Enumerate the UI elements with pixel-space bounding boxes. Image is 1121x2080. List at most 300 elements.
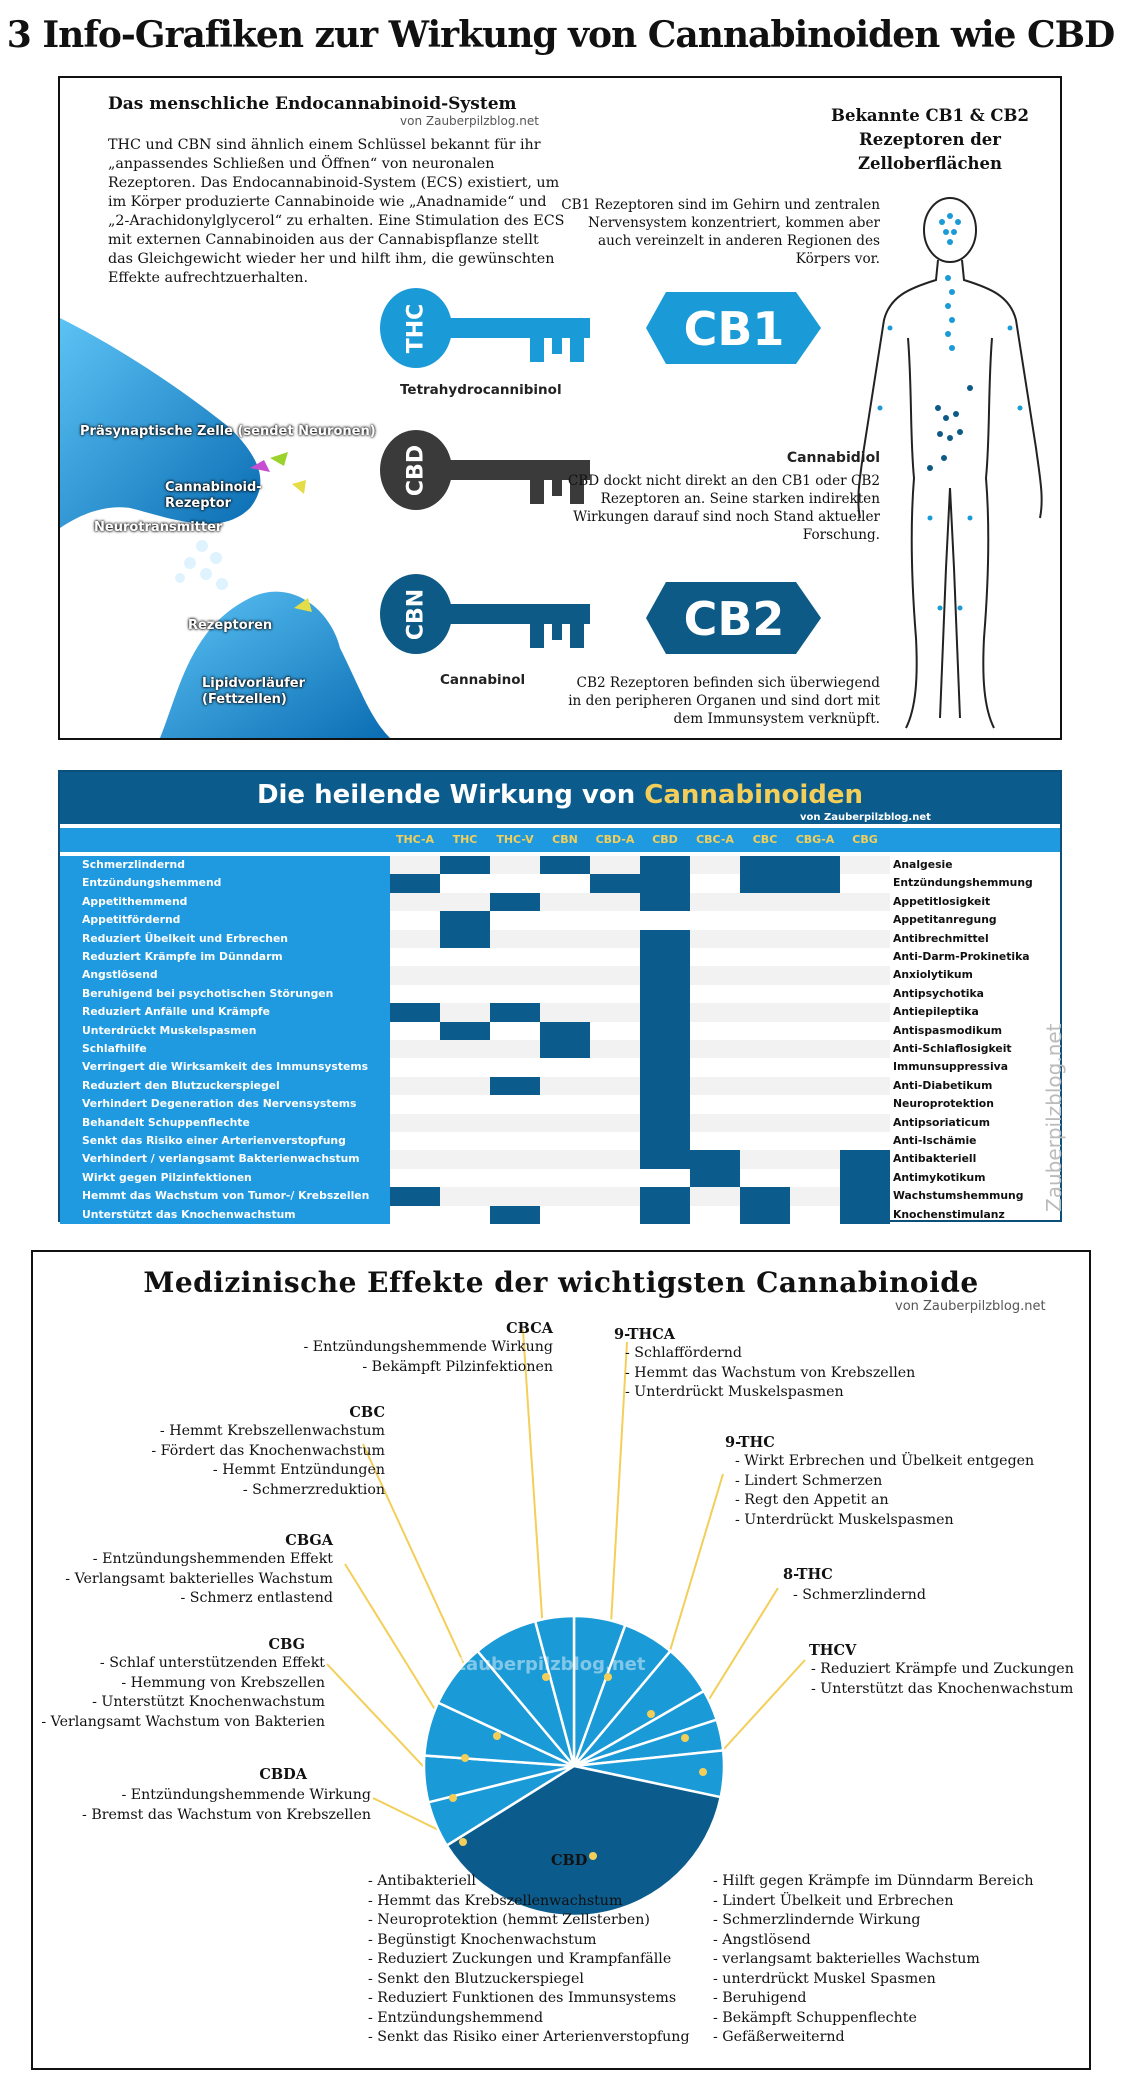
cbd-effects-left: [368, 1872, 690, 2048]
effect-cell: [690, 911, 740, 930]
effect-cell: [690, 1040, 740, 1059]
effect-cell: [490, 1114, 540, 1133]
effect-cell: [540, 874, 590, 893]
9-thca-effect-3: - Unterdrückt Muskelspasmen: [625, 1384, 844, 1400]
pie-watermark: Zauberpilzblog.net: [453, 1654, 646, 1675]
effect-cell-active: [440, 930, 490, 949]
effect-label: Angstlösend: [60, 966, 390, 985]
cbg-effect-3: - Unterstützt Knochenwachstum: [92, 1694, 325, 1710]
effect-cell: [740, 1003, 790, 1022]
effect-label: Reduziert Anfälle und Krämpfe: [60, 1003, 390, 1022]
effect-cell-active: [740, 856, 790, 875]
effect-cell: [740, 1150, 790, 1169]
effect-cell: [740, 1095, 790, 1114]
cbd-effect-l5: - Reduziert Zuckungen und Krampfanfälle: [368, 1951, 672, 1967]
effect-cell-active: [490, 1206, 540, 1225]
effect-cell: [790, 1187, 840, 1206]
effect-cell-active: [640, 1040, 690, 1059]
cbd-effect-r1: - Hilft gegen Krämpfe im Dünndarm Bereich: [713, 1873, 1034, 1889]
effect-cell: [590, 948, 640, 967]
column-header-cbc: CBC: [752, 833, 778, 846]
cbd-effect-r9: - Gefäßerweiternd: [713, 2029, 845, 2045]
cbda-effect-2: - Bremst das Wachstum von Krebszellen: [82, 1806, 371, 1823]
effect-cell: [390, 893, 440, 912]
effect-cell: [640, 1169, 690, 1188]
effect-term: Appetitanregung: [893, 913, 997, 927]
effect-cell-active: [640, 856, 690, 875]
effect-label: Reduziert Krämpfe im Dünndarm: [60, 948, 390, 967]
effect-cell: [390, 856, 440, 875]
effect-cell: [840, 911, 890, 930]
effect-cell: [790, 1058, 840, 1077]
receptors-title: Bekannte CB1 & CB2 Rezeptoren der Zelloberflächen: [831, 106, 1029, 173]
effect-cell: [790, 1095, 840, 1114]
effect-cell: [690, 1206, 740, 1225]
cbd-effect-l2: - Hemmt das Krebszellenwachstum: [368, 1892, 623, 1909]
effect-label: Appetitfördernd: [60, 911, 390, 930]
cbn-name: Cannabinol: [440, 672, 526, 688]
effect-cell: [440, 1058, 490, 1077]
cbd-key-label: CBD: [403, 444, 429, 497]
effect-cell: [840, 930, 890, 949]
effect-cell-active: [640, 874, 690, 893]
cb1-description: CB1 Rezeptoren sind im Gehirn und zentralen Nervensystem konzentriert, kommen aber auch vereinzelt in anderen Regionen des Körpers vor.: [561, 197, 880, 267]
column-header-cbd: CBD: [652, 833, 678, 846]
effect-cell: [490, 966, 540, 985]
effect-term: Antiepileptika: [893, 1005, 979, 1019]
effect-cell: [540, 948, 590, 967]
effect-cell: [840, 856, 890, 875]
effect-term: Anti-Darm-Prokinetika: [893, 950, 1030, 963]
effect-cell: [690, 874, 740, 893]
effect-cell: [440, 893, 490, 912]
effect-cell-active: [540, 1040, 590, 1059]
effect-cell: [590, 1206, 640, 1225]
effect-cell: [390, 1150, 440, 1169]
effect-cell-active: [490, 1077, 540, 1096]
effect-cell: [740, 911, 790, 930]
effect-cell: [840, 893, 890, 912]
cbca-effects: [233, 1338, 553, 1377]
effect-cell: [540, 1169, 590, 1188]
effect-cell: [690, 930, 740, 949]
effect-cell-active: [390, 1187, 440, 1206]
effect-cell: [740, 1169, 790, 1188]
8-thc-effects: [793, 1586, 926, 1606]
effect-cell: [790, 966, 840, 985]
effect-cell-active: [640, 1150, 690, 1169]
effect-cell: [790, 1022, 840, 1041]
effect-cell-active: [790, 856, 840, 875]
effect-cell: [390, 1206, 440, 1225]
cbca-effect-2: - Bekämpft Pilzinfektionen: [362, 1358, 553, 1375]
ecs-source: von Zauberpilzblog.net: [400, 114, 539, 128]
effect-label: Appetithemmend: [60, 893, 390, 912]
cbd-effect-r7: - Beruhigend: [713, 1990, 807, 2006]
effect-cell: [790, 911, 840, 930]
cbd-effect-r3: - Schmerzlindernde Wirkung: [713, 1912, 921, 1928]
effect-cell: [590, 1095, 640, 1114]
effect-cell: [540, 1058, 590, 1077]
effect-cell: [390, 911, 440, 930]
9-thc-name: 9-THC: [725, 1434, 775, 1451]
effect-cell: [690, 1132, 740, 1151]
effect-cell: [540, 985, 590, 1004]
effect-cell: [490, 948, 540, 967]
effect-term: Immunsuppressiva: [893, 1060, 1008, 1074]
effect-label: Unterstützt das Knochenwachstum: [60, 1206, 390, 1225]
endocannabinoid-panel: [58, 76, 1062, 740]
effect-cell: [390, 1095, 440, 1114]
effect-cell-active: [640, 948, 690, 967]
effect-cell: [840, 966, 890, 985]
effect-label: Verhindert Degeneration des Nervensystems: [60, 1095, 390, 1114]
cb1-receptor: CB1: [683, 302, 785, 356]
column-header-cbn: CBN: [552, 833, 578, 846]
effect-cell: [590, 985, 640, 1004]
thc-key-label: THC: [403, 303, 429, 354]
cbd-effect-r6: - unterdrückt Muskel Spasmen: [713, 1970, 936, 1987]
cbd-effect-r8: - Bekämpft Schuppenflechte: [713, 2009, 917, 2026]
effect-term: Antibrechmittel: [893, 931, 989, 945]
9-thc-effect-2: - Lindert Schmerzen: [735, 1472, 883, 1489]
effect-label: Reduziert den Blutzuckerspiegel: [60, 1077, 390, 1096]
column-header-cbc-a: CBC-A: [696, 833, 734, 846]
effect-cell: [690, 1114, 740, 1133]
effect-cell: [540, 1095, 590, 1114]
cbc-name: CBC: [349, 1404, 385, 1421]
slice-marker-dot: [589, 1852, 597, 1860]
cbda-effects: [33, 1786, 371, 1825]
effect-cell: [790, 1114, 840, 1133]
effect-cell: [440, 1187, 490, 1206]
effect-cell: [440, 1132, 490, 1151]
effect-label: Senkt das Risiko einer Arterienverstopfung: [60, 1132, 390, 1151]
effect-cell: [690, 1187, 740, 1206]
effect-cell: [790, 893, 840, 912]
cbd-effect-r4: - Angstlösend: [713, 1931, 811, 1948]
table-title-part1: Die heilende Wirkung von: [256, 780, 645, 810]
effect-cell: [690, 1058, 740, 1077]
column-header-thc: THC: [452, 833, 478, 846]
effect-cell-active: [640, 966, 690, 985]
effect-label: Behandelt Schuppenflechte: [60, 1114, 390, 1133]
cbd-effect-l4: - Begünstigt Knochenwachstum: [368, 1931, 597, 1948]
effect-cell: [390, 1114, 440, 1133]
effect-cell: [390, 1040, 440, 1059]
effect-cell: [740, 966, 790, 985]
thc-name: Tetrahydrocannibinol: [400, 382, 562, 398]
cbga-effect-1: - Entzündungshemmenden Effekt: [92, 1551, 333, 1567]
effect-term: Neuroprotektion: [893, 1097, 994, 1111]
9-thc-effect-1: - Wirkt Erbrechen und Übelkeit entgegen: [735, 1453, 1035, 1469]
effect-cell: [440, 874, 490, 893]
effect-cell-active: [440, 1022, 490, 1041]
effect-cell: [490, 1040, 540, 1059]
effect-cell: [690, 1003, 740, 1022]
effect-cell: [440, 1077, 490, 1096]
effect-label: Unterdrückt Muskelspasmen: [60, 1022, 390, 1041]
effect-cell: [390, 1169, 440, 1188]
cbda-effect-1: - Entzündungshemmende Wirkung: [121, 1787, 371, 1803]
effect-term: Knochenstimulanz: [893, 1207, 1005, 1221]
slice-marker-dot: [647, 1710, 655, 1718]
effect-cell: [590, 856, 640, 875]
effect-label: Verringert die Wirksamkeit des Immunsystems: [60, 1058, 390, 1077]
effect-cell: [490, 1095, 540, 1114]
effect-cell-active: [490, 893, 540, 912]
9-thc-effect-3: - Regt den Appetit an: [735, 1492, 889, 1508]
effect-cell: [840, 1003, 890, 1022]
effect-cell: [790, 1077, 840, 1096]
column-header-cbg-a: CBG-A: [795, 833, 835, 846]
effect-cell-active: [490, 1003, 540, 1022]
effect-cell: [540, 1187, 590, 1206]
effect-cell: [690, 1095, 740, 1114]
effect-cell: [590, 1169, 640, 1188]
effect-cell: [440, 1095, 490, 1114]
effect-cell: [590, 1132, 640, 1151]
effect-term: Analgesie: [893, 858, 953, 871]
ecs-title: Das menschliche Endocannabinoid-System: [108, 94, 517, 114]
effect-cell: [690, 1022, 740, 1041]
effect-cell: [540, 1150, 590, 1169]
effect-cell: [440, 966, 490, 985]
effect-cell: [790, 1169, 840, 1188]
effect-cell-active: [840, 1150, 890, 1169]
effect-cell-active: [440, 856, 490, 875]
effect-label: Verhindert / verlangsamt Bakterienwachstum: [60, 1150, 390, 1169]
effect-cell-active: [440, 911, 490, 930]
effect-cell: [590, 966, 640, 985]
medical-effects-panel: [31, 1250, 1091, 2070]
human-body-icon: [850, 188, 1050, 738]
effect-cell: [490, 1058, 540, 1077]
effect-cell: [390, 948, 440, 967]
effect-cell-active: [740, 874, 790, 893]
effect-cell: [840, 985, 890, 1004]
cbc-effect-4: - Schmerzreduktion: [242, 1481, 385, 1498]
effect-cell: [540, 893, 590, 912]
effect-cell: [590, 1022, 640, 1041]
effect-cell: [440, 1150, 490, 1169]
effect-cell: [740, 930, 790, 949]
thcv-effect-1: - Reduziert Krämpfe und Zuckungen: [811, 1661, 1074, 1677]
effect-cell-active: [640, 1187, 690, 1206]
effect-cell: [740, 1114, 790, 1133]
effect-cell: [840, 1132, 890, 1151]
8-thc-name: 8-THC: [783, 1566, 833, 1583]
effect-cell: [690, 1077, 740, 1096]
effect-cell: [390, 930, 440, 949]
pie-title: Medizinische Effekte der wichtigsten Cannabinoide: [143, 1266, 979, 1299]
ecs-description: THC und CBN sind ähnlich einem Schlüssel bekannt für ihr „anpassendes Schließen und Öffnen“ von neuronalen Rezeptoren. Das Endocannabinoid-System (ECS) existiert, um im Körper produzierte Cannabinoide wie „Anadnamide“ und „2-Arachidonylglycerol“ zu erhalten. Eine Stimulation des ECS mit externen Cannabinoiden aus der Cannabispflanze stellt das Gleichgewicht wieder her und hilft ihm, die gewünschten Effekte aufrechtzuerhalten.: [108, 137, 565, 286]
cbd-effects-right: [713, 1872, 1034, 2048]
cbc-effect-3: - Hemmt Entzündungen: [212, 1462, 385, 1478]
effect-cell-active: [540, 1022, 590, 1041]
effect-term: Appetitlosigkeit: [893, 894, 991, 908]
effect-cell-active: [590, 874, 640, 893]
effect-cell: [590, 893, 640, 912]
healing-effects-panel: [58, 770, 1066, 1222]
effect-cell: [390, 1058, 440, 1077]
table-source: von Zauberpilzblog.net: [800, 812, 931, 823]
effect-cell: [790, 1040, 840, 1059]
effect-cell: [440, 1003, 490, 1022]
effect-cell-active: [640, 1058, 690, 1077]
slice-marker-dot: [699, 1768, 707, 1776]
effect-cell-active: [640, 1206, 690, 1225]
effect-cell: [740, 1132, 790, 1151]
effect-cell-active: [840, 1206, 890, 1225]
effect-cell: [840, 1114, 890, 1133]
effect-cell: [540, 911, 590, 930]
cbga-effects: [43, 1550, 333, 1609]
cbc-effect-1: - Hemmt Krebszellenwachstum: [159, 1423, 385, 1439]
effect-cell-active: [690, 1169, 740, 1188]
effect-cell: [490, 856, 540, 875]
9-thc-effects: [735, 1452, 1034, 1530]
effect-cell-active: [640, 1132, 690, 1151]
effect-cell: [540, 1003, 590, 1022]
effect-cell: [390, 1022, 440, 1041]
effect-term: Anti-Schlaflosigkeit: [893, 1042, 1012, 1055]
effect-cell: [790, 1150, 840, 1169]
effect-cell: [440, 1206, 490, 1225]
label-neurotransmitter: Neurotransmitter: [94, 520, 223, 535]
effect-cell: [590, 1150, 640, 1169]
effect-cell: [840, 1058, 890, 1077]
effect-cell: [490, 1132, 540, 1151]
effect-cell: [590, 1003, 640, 1022]
cbg-effect-2: - Hemmung von Krebszellen: [121, 1674, 325, 1691]
cbg-name: CBG: [268, 1636, 305, 1653]
9-thca-name: 9-THCA: [614, 1326, 675, 1343]
effect-cell-active: [640, 1003, 690, 1022]
effect-cell: [590, 1114, 640, 1133]
effect-label: Reduziert Übelkeit und Erbrechen: [60, 930, 390, 949]
9-thca-effects: [625, 1344, 915, 1403]
effect-cell-active: [640, 985, 690, 1004]
cbga-name: CBGA: [285, 1532, 333, 1549]
effect-term: Entzündungshemmung: [893, 876, 1033, 890]
effect-cell-active: [390, 1003, 440, 1022]
9-thca-effect-2: - Hemmt das Wachstum von Krebszellen: [625, 1364, 916, 1381]
slice-marker-dot: [461, 1754, 469, 1762]
cbd-effect-l6: - Senkt den Blutzuckerspiegel: [368, 1970, 584, 1987]
effect-cell-active: [640, 893, 690, 912]
effect-cell-active: [740, 1187, 790, 1206]
cb2-description: CB2 Rezeptoren befinden sich überwiegend in den peripheren Organen und sind dort mit dem Immunsystem verknüpft.: [568, 675, 880, 727]
8-thc-effect-1: - Schmerzlindernd: [793, 1587, 926, 1603]
cbd-effect-r2: - Lindert Übelkeit und Erbrechen: [713, 1892, 954, 1909]
table-title-highlight: Cannabinoiden: [644, 780, 864, 810]
cbd-name-pie: CBD: [551, 1852, 588, 1869]
effect-label: Hemmt das Wachstum von Tumor-/ Krebszellen: [60, 1187, 390, 1206]
effect-term: Anti-Ischämie: [893, 1134, 977, 1147]
cbd-effect-l9: - Senkt das Risiko einer Arterienverstopfung: [368, 2029, 690, 2045]
effect-label: Wirkt gegen Pilzinfektionen: [60, 1169, 390, 1188]
effect-cell-active: [640, 1022, 690, 1041]
effect-cell: [690, 893, 740, 912]
cbca-effect-1: - Entzündungshemmende Wirkung: [303, 1339, 553, 1355]
effect-cell: [490, 911, 540, 930]
slice-marker-dot: [681, 1734, 689, 1742]
column-header-cbd-a: CBD-A: [595, 833, 635, 846]
cbd-effect-l8: - Entzündungshemmend: [368, 2009, 544, 2026]
effect-cell: [440, 1169, 490, 1188]
cbg-effects: [33, 1654, 325, 1732]
thcv-effects: [811, 1660, 1074, 1699]
9-thc-effect-4: - Unterdrückt Muskelspasmen: [735, 1511, 954, 1528]
main-title: 3 Info-Grafiken zur Wirkung von Cannabinoiden wie CBD: [6, 14, 1115, 56]
cbd-description: CBD dockt nicht direkt an den CB1 oder CB2 Rezeptoren an. Seine starken indirekten Wirkungen darauf sind noch Stand aktueller Forschung.: [567, 473, 880, 543]
effect-cell: [690, 948, 740, 967]
effect-cell: [590, 930, 640, 949]
effect-cell: [740, 1077, 790, 1096]
effect-cell: [490, 1169, 540, 1188]
column-header-thc-v: THC-V: [496, 833, 534, 846]
cbda-name: CBDA: [259, 1766, 307, 1783]
effect-cell: [690, 985, 740, 1004]
effect-cell: [640, 911, 690, 930]
9-thca-effect-1: - Schlaffördernd: [625, 1345, 742, 1361]
cbca-name: CBCA: [506, 1320, 553, 1337]
thcv-name: THCV: [809, 1642, 857, 1659]
effect-cell: [840, 1022, 890, 1041]
column-header-thc-a: THC-A: [395, 833, 435, 846]
effect-cell: [740, 985, 790, 1004]
cbd-name: Cannabidiol: [786, 450, 880, 466]
effect-cell-active: [840, 1187, 890, 1206]
effect-cell: [390, 966, 440, 985]
thcv-effect-2: - Unterstützt das Knochenwachstum: [811, 1680, 1074, 1697]
effect-label: Entzündungshemmend: [60, 874, 390, 893]
effect-cell-active: [640, 930, 690, 949]
effect-cell: [540, 1132, 590, 1151]
slice-marker-dot: [493, 1732, 501, 1740]
table-watermark: Zauberpilzblog.net: [1042, 1023, 1066, 1212]
effect-cell: [840, 874, 890, 893]
effect-cell: [590, 1058, 640, 1077]
effect-cell: [540, 1077, 590, 1096]
effect-cell: [690, 856, 740, 875]
pie-source: von Zauberpilzblog.net: [895, 1299, 1046, 1314]
effect-cell: [390, 1132, 440, 1151]
effect-cell: [840, 1077, 890, 1096]
effect-label: Schlafhilfe: [60, 1040, 390, 1059]
label-lipid: Lipidvorläufer (Fettzellen): [202, 676, 305, 707]
effect-term: Antispasmodikum: [893, 1023, 1002, 1037]
cbga-effect-2: - Verlangsamt bakterielles Wachstum: [65, 1570, 333, 1587]
effect-cell: [590, 1077, 640, 1096]
effect-cell-active: [740, 1206, 790, 1225]
effect-cell: [540, 930, 590, 949]
effect-cell: [390, 1077, 440, 1096]
effect-term: Antipsychotika: [893, 986, 984, 1000]
label-receptors: Rezeptoren: [188, 618, 273, 633]
effect-cell: [490, 1022, 540, 1041]
effect-cell: [590, 1040, 640, 1059]
effect-label: Schmerzlindernd: [60, 856, 390, 875]
effect-cell: [840, 1095, 890, 1114]
effect-cell: [440, 948, 490, 967]
effect-term: Wachstumshemmung: [893, 1189, 1024, 1203]
effect-cell: [840, 1040, 890, 1059]
effect-cell: [440, 1114, 490, 1133]
effect-cell: [440, 1040, 490, 1059]
cbd-effect-l7: - Reduziert Funktionen des Immunsystems: [368, 1990, 677, 2006]
